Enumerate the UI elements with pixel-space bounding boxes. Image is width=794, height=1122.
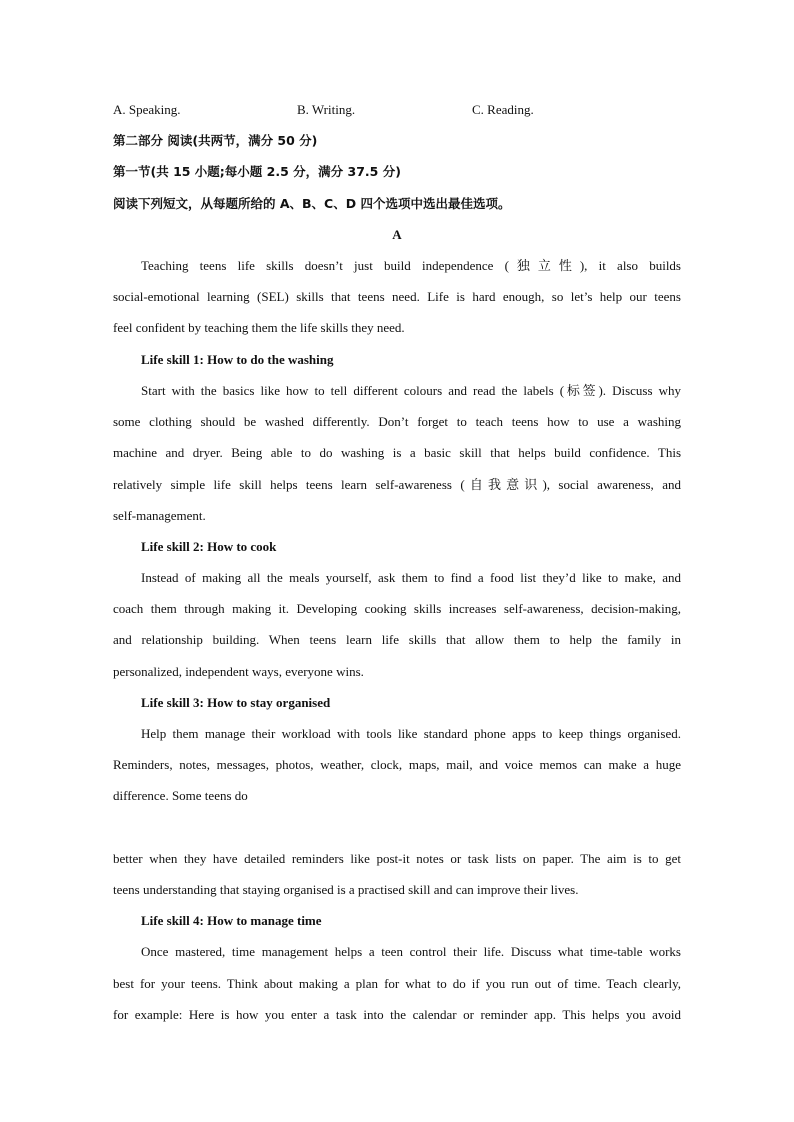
skill-1-title: Life skill 1: How to do the washing [141, 352, 334, 367]
option-a: A. Speaking. [113, 102, 181, 117]
part-heading: 第二部分 阅读(共两节，满分 50 分) [113, 133, 318, 148]
paragraph-line: better when they have detailed reminders like post-it notes or task lists on paper. The aim is to get [113, 851, 681, 866]
paragraph-line: for example: Here is how you enter a task into the calendar or reminder app. This helps you avoid [113, 1007, 681, 1022]
intro-line: Teaching teens life skills doesn’t just build independence (独立性), it also builds [141, 258, 681, 273]
intro-line: social-emotional learning (SEL) skills that teens need. Life is hard enough, so let’s help our teens [113, 289, 681, 304]
paragraph-line: some clothing should be washed differently. Don’t forget to teach teens how to use a washing [113, 414, 681, 429]
paragraph-line: teens understanding that staying organised is a practised skill and can improve their lives. [113, 882, 579, 897]
passage-label: A [392, 227, 402, 242]
option-b: B. Writing. [297, 102, 356, 117]
section-heading: 第一节(共 15 小题;每小题 2.5 分，满分 37.5 分) [113, 164, 401, 179]
skill-4-title: Life skill 4: How to manage time [141, 913, 322, 928]
paragraph-line: Start with the basics like how to tell different colours and read the labels (标签). Discuss why [141, 383, 681, 398]
paragraph-line: coach them through making it. Developing cooking skills increases self-awareness, decision-making, [113, 601, 681, 616]
paragraph-line: relatively simple life skill helps teens learn self-awareness (自我意识), social awareness, and [113, 477, 681, 492]
skill-2-title: Life skill 2: How to cook [141, 539, 277, 554]
paragraph-line: self-management. [113, 508, 206, 523]
paragraph-line: Instead of making all the meals yourself, ask them to find a food list they’d like to make, and [141, 570, 681, 585]
paragraph-line: personalized, independent ways, everyone wins. [113, 664, 364, 679]
option-c: C. Reading. [472, 102, 534, 117]
paragraph-line: machine and dryer. Being able to do washing is a basic skill that helps build confidence. This [113, 445, 681, 460]
paragraph-line: Once mastered, time management helps a teen control their life. Discuss what time-table works [141, 944, 681, 959]
paragraph-line: and relationship building. When teens learn life skills that allow them to help the family in [113, 632, 681, 647]
paragraph-line: Help them manage their workload with tools like standard phone apps to keep things organised. [141, 726, 681, 741]
instruction-text: 阅读下列短文，从每题所给的 A、B、C、D 四个选项中选出最佳选项。 [113, 196, 511, 211]
paragraph-line: best for your teens. Think about making a plan for what to do if you run out of time. Teach clearly, [113, 976, 681, 991]
paragraph-line: difference. Some teens do [113, 788, 248, 803]
skill-3-title: Life skill 3: How to stay organised [141, 695, 331, 710]
intro-line: feel confident by teaching them the life skills they need. [113, 320, 405, 335]
paragraph-line: Reminders, notes, messages, photos, weather, clock, maps, mail, and voice memos can make a huge [113, 757, 681, 772]
